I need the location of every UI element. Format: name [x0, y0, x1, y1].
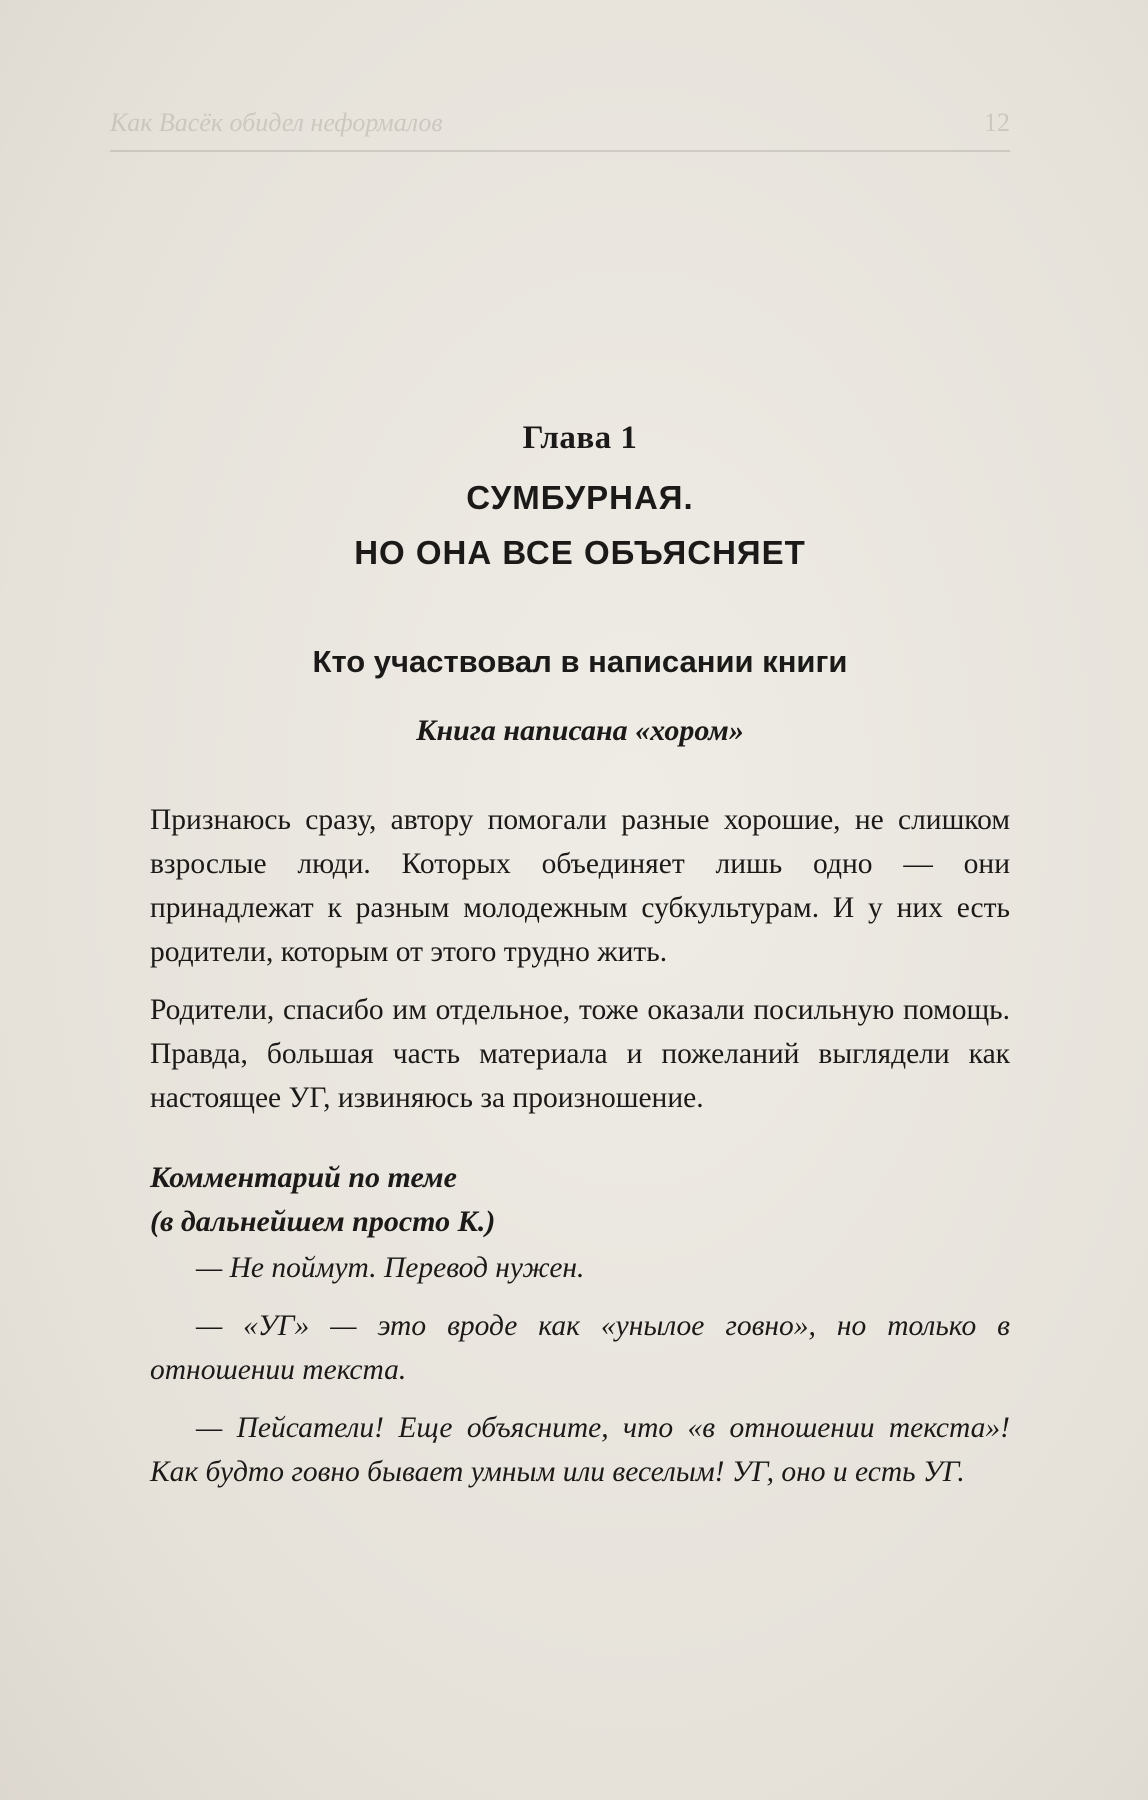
comment-heading-line-2: (в дальнейшем просто К.) — [150, 1205, 496, 1238]
chapter-title-line-1: СУМБУРНАЯ. — [466, 479, 694, 516]
comment-heading — [150, 1156, 1010, 1244]
quote-line: — «УГ» — это вроде как «унылое говно», но только в отношении текста. — [150, 1310, 1010, 1386]
section-title: Кто участвовал в написании книги — [312, 644, 848, 679]
comment-heading-line-1: Комментарий по теме — [150, 1161, 457, 1194]
section-subtitle: Книга написана «хором» — [416, 714, 744, 747]
running-head — [110, 108, 1010, 138]
paragraph: Родители, спасибо им отдельное, тоже оказали посильную помощь. Правда, большая часть материала и пожеланий выглядели как настоящее УГ, извиняюсь за произношение. — [150, 994, 1010, 1114]
chapter-title-line-2: НО ОНА ВСЕ ОБЪЯСНЯЕТ — [354, 534, 806, 571]
main-text — [150, 420, 1010, 1494]
quote-line: — Не поймут. Перевод нужен. — [196, 1252, 585, 1284]
page-number: 12 — [984, 108, 1010, 137]
quote-line: — Пейсатели! Еще объясните, что «в отношении текста»! Как будто говно бывает умным или веселым! УГ, оно и есть УГ. — [150, 1412, 1010, 1488]
chapter-number: Глава 1 — [522, 420, 638, 456]
running-head-title: Как Васёк обидел неформалов — [110, 108, 443, 137]
header-rule — [110, 150, 1010, 152]
paragraph: Признаюсь сразу, автору помогали разные хорошие, не слишком взрослые люди. Которых объединяет лишь одно — они принадлежат к разным молодежным субкультурам. И у них есть родители, которым от этого трудно жить. — [150, 804, 1010, 968]
